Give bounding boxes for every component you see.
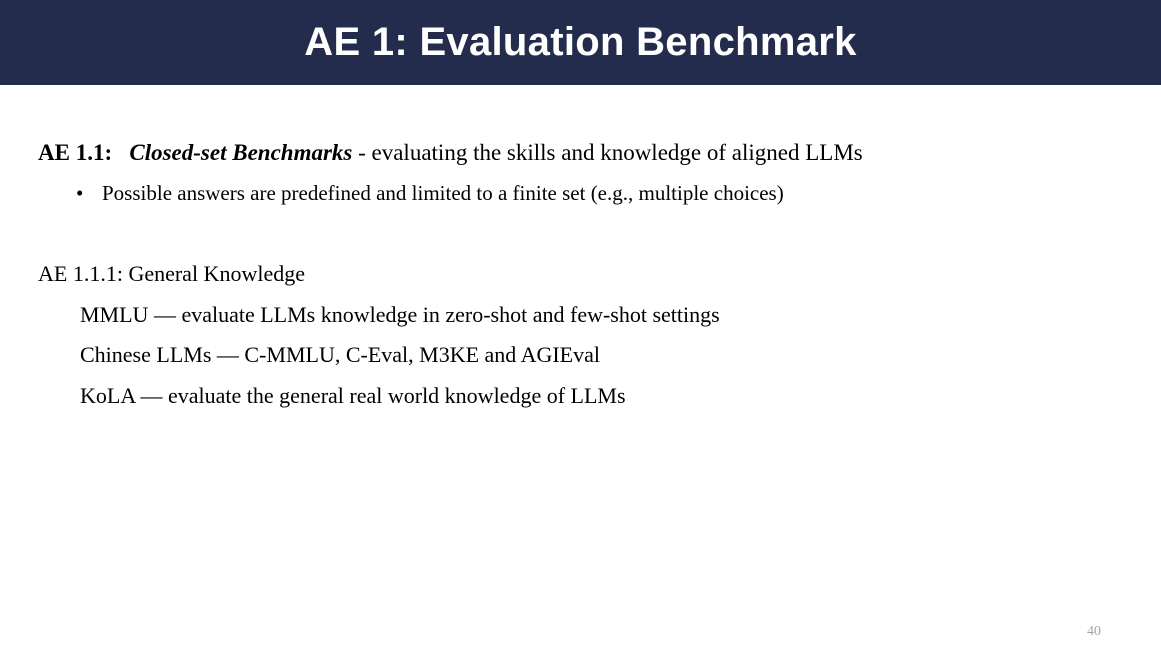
slide-title-bar (0, 0, 1161, 85)
list-item (76, 181, 784, 206)
list-item-label: Possible answers are predefined and limited to a finite set (e.g., multiple choices) (102, 181, 784, 205)
subsection-emphasis: Closed-set Benchmarks (129, 140, 353, 165)
subsection-label: AE 1.1: (38, 140, 113, 165)
subsection-rest: - evaluating the skills and knowledge of aligned LLMs (358, 140, 863, 165)
page-number: 40 (1087, 624, 1101, 639)
list-item: KoLA — evaluate the general real world knowledge of LLMs (80, 383, 626, 408)
section-heading: AE 1.1.1: General Knowledge (38, 261, 305, 286)
slide-body (0, 85, 1161, 652)
page-title: AE 1: Evaluation Benchmark (304, 20, 857, 64)
list-item: Chinese LLMs — C-MMLU, C-Eval, M3KE and AGIEval (80, 342, 600, 367)
list-item: MMLU — evaluate LLMs knowledge in zero-shot and few-shot settings (80, 302, 720, 327)
bullet-icon: • (76, 181, 84, 205)
subsection-heading (38, 140, 863, 166)
